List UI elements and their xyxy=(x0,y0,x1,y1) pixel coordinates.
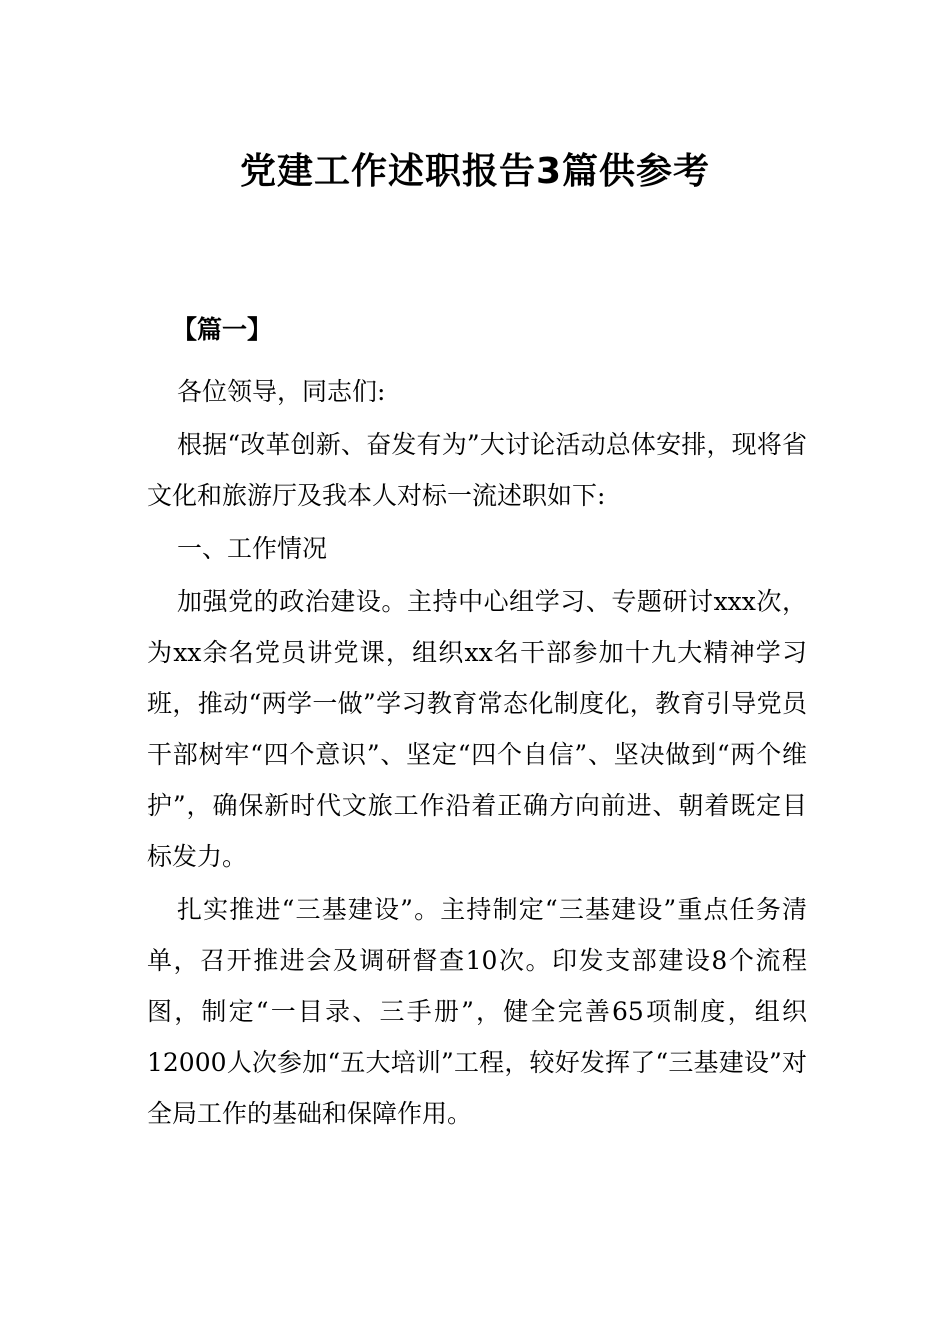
political-building-paragraph: 加强党的政治建设。主持中心组学习、专题研讨xxx次，为xx余名党员讲党课，组织xx名干部参加十九大精神学习班，推动“两学一做”学习教育常态化制度化，教育引导党员干部树牢“四个意识”、坚定“四个自信”、坚决做到“两个维护”，确保新时代文旅工作沿着正确方向前进、朝着既定目标发力。 xyxy=(147,587,807,871)
intro-paragraph: 根据“改革创新、奋发有为”大讨论活动总体安排，现将省文化和旅游厅及我本人对标一流述职如下: xyxy=(147,430,807,510)
document-body xyxy=(147,366,807,1139)
subheading-paragraph: 一、工作情况 xyxy=(177,534,328,563)
section-heading: 【篇一】 xyxy=(172,315,273,344)
three-basics-paragraph: 扎实推进“三基建设”。主持制定“三基建设”重点任务清单，召开推进会及调研督查10次。印发支部建设8个流程图，制定“一目录、三手册”，健全完善65项制度，组织12000人次参加“五大培训”工程，较好发挥了“三基建设”对全局工作的基础和保障作用。 xyxy=(147,895,807,1128)
salutation-paragraph: 各位领导，同志们: xyxy=(177,377,386,406)
document-title: 党建工作述职报告3篇供参考 xyxy=(239,151,711,192)
